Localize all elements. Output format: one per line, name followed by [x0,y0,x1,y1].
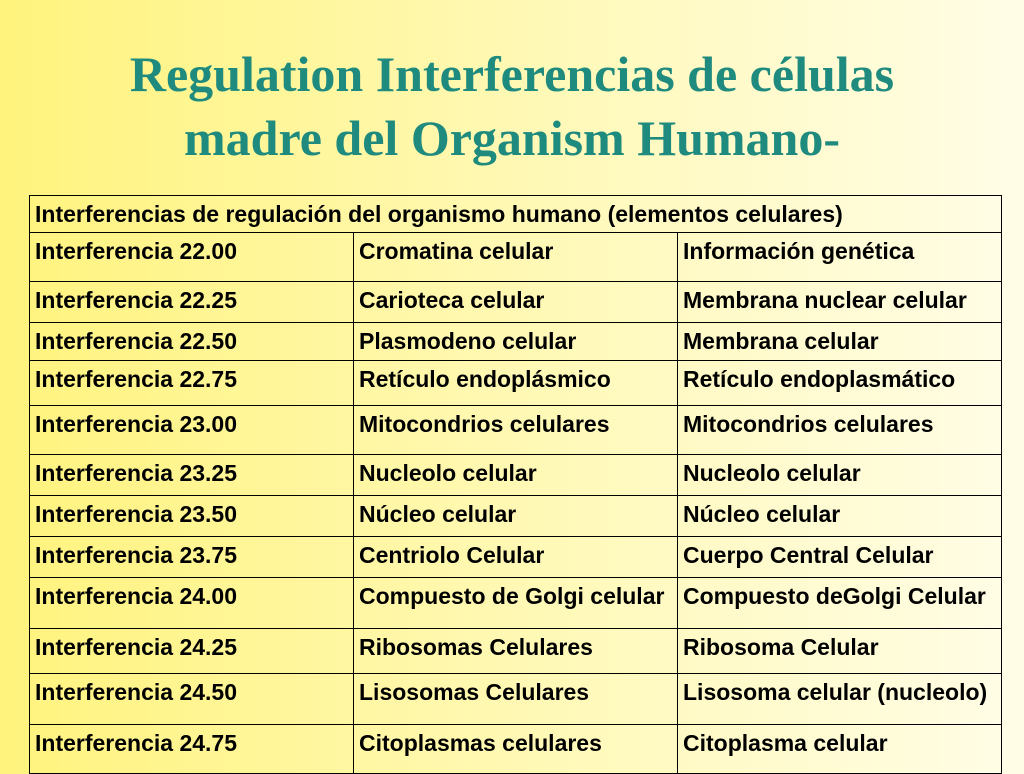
table-row [30,629,1002,674]
table-row [30,323,1002,361]
slide-title-line-2: madre del Organism Humano- [183,110,841,166]
elements-table [29,195,1002,774]
table-row [30,455,1002,496]
table-row [30,674,1002,725]
slide-title [0,42,1024,170]
table-row [30,233,1002,282]
element-description-cell: Lisosoma celular (nucleolo) [678,674,1002,725]
element-description-cell: Información genética [678,233,1002,282]
table-row [30,725,1002,774]
table-row [30,361,1002,406]
element-name-cell: Nucleolo celular [354,455,678,496]
element-name-cell: Centriolo Celular [354,537,678,578]
interference-code-cell: Interferencia 24.00 [30,578,354,629]
element-name-cell: Plasmodeno celular [354,323,678,361]
element-name-cell: Carioteca celular [354,282,678,323]
elements-table-container [29,195,1002,774]
table-header-row [30,196,1002,233]
element-description-cell: Retículo endoplasmático [678,361,1002,406]
table-row [30,537,1002,578]
element-name-cell: Mitocondrios celulares [354,406,678,455]
table-row [30,496,1002,537]
interference-code-cell: Interferencia 23.75 [30,537,354,578]
interference-code-cell: Interferencia 24.25 [30,629,354,674]
element-name-cell: Cromatina celular [354,233,678,282]
interference-code-cell: Interferencia 22.25 [30,282,354,323]
element-description-cell: Compuesto deGolgi Celular [678,578,1002,629]
element-description-cell: Membrana celular [678,323,1002,361]
interference-code-cell: Interferencia 22.50 [30,323,354,361]
element-description-cell: Nucleolo celular [678,455,1002,496]
element-description-cell: Ribosoma Celular [678,629,1002,674]
element-name-cell: Ribosomas Celulares [354,629,678,674]
element-description-cell: Membrana nuclear celular [678,282,1002,323]
interference-code-cell: Interferencia 22.75 [30,361,354,406]
table-header-cell: Interferencias de regulación del organismo humano (elementos celulares) [30,196,1002,233]
element-name-cell: Citoplasmas celulares [354,725,678,774]
slide-title-line-1: Regulation Interferencias de células [129,46,895,102]
interference-code-cell: Interferencia 23.00 [30,406,354,455]
interference-code-cell: Interferencia 24.50 [30,674,354,725]
interference-code-cell: Interferencia 24.75 [30,725,354,774]
element-name-cell: Núcleo celular [354,496,678,537]
element-name-cell: Retículo endoplásmico [354,361,678,406]
table-row [30,578,1002,629]
element-description-cell: Mitocondrios celulares [678,406,1002,455]
table-row [30,282,1002,323]
element-description-cell: Citoplasma celular [678,725,1002,774]
element-description-cell: Núcleo celular [678,496,1002,537]
interference-code-cell: Interferencia 23.25 [30,455,354,496]
element-description-cell: Cuerpo Central Celular [678,537,1002,578]
element-name-cell: Lisosomas Celulares [354,674,678,725]
interference-code-cell: Interferencia 23.50 [30,496,354,537]
element-name-cell: Compuesto de Golgi celular [354,578,678,629]
table-row [30,406,1002,455]
interference-code-cell: Interferencia 22.00 [30,233,354,282]
